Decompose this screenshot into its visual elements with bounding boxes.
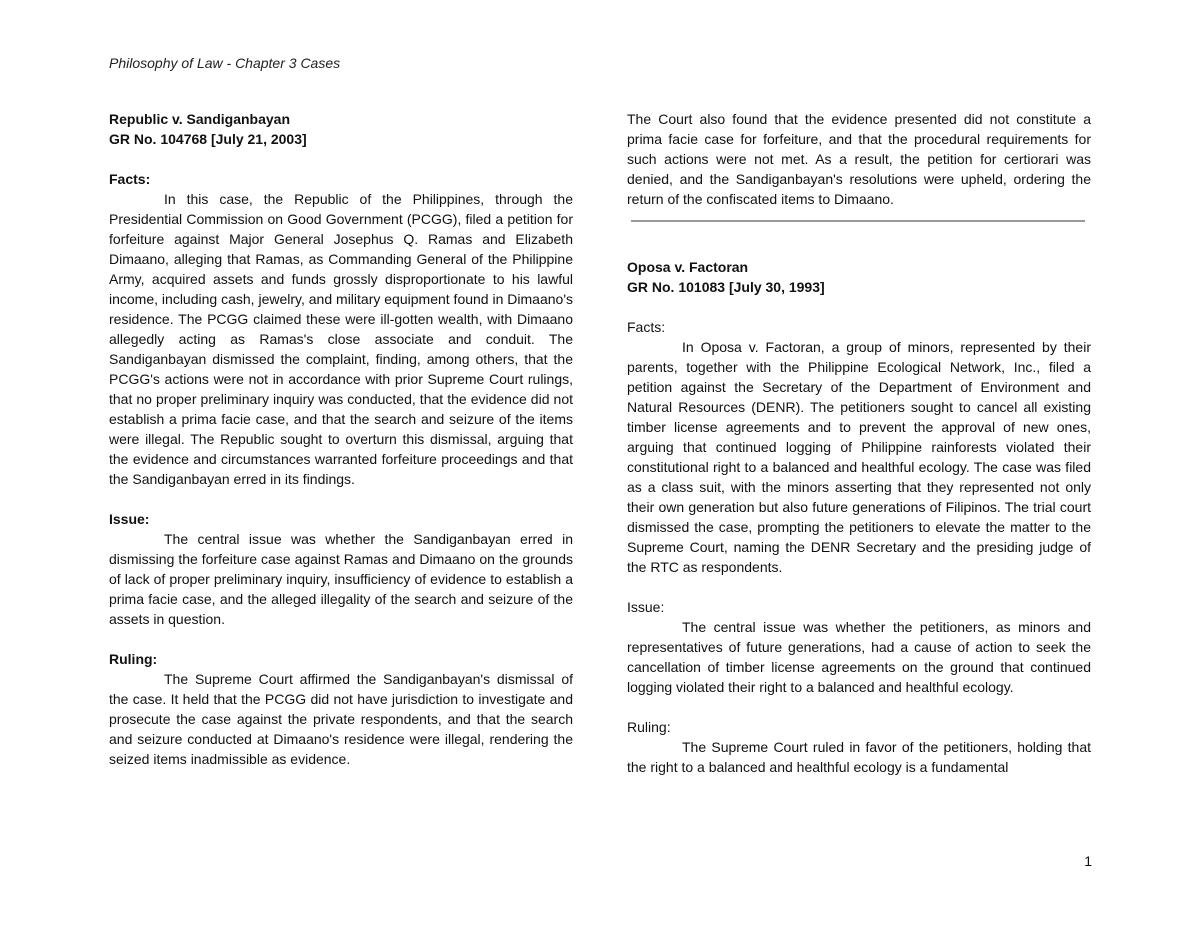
left-column [109, 109, 573, 769]
facts-label: Facts: [109, 171, 151, 187]
ruling-label: Ruling: [109, 651, 158, 667]
issue-paragraph: The central issue was whether the Sandiganbayan erred in dismissing the forfeiture case against Ramas and Dimaano on the grounds of lack of proper preliminary inquiry, insufficiency of evidence to establish a prima facie case, and the alleged illegality of the search and seizure of the assets in question. [109, 531, 573, 627]
issue-label: Issue: [627, 599, 665, 615]
case-title: Republic v. Sandiganbayan [109, 111, 291, 127]
facts-label: Facts: [627, 319, 666, 335]
facts-paragraph: In this case, the Republic of the Philippines, through the Presidential Commission on Good Government (PCGG), filed a petition for forfeiture against Major General Josephus Q. Ramas and Elizabeth Dimaano, alleging that Ramas, as Commanding General of the Philippine Army, acquired assets and funds grossly disproportionate to his lawful income, including cash, jewelry, and military equipment found in Dimaano's residence. The PCGG claimed these were ill-gotten wealth, with Dimaano allegedly acting as Ramas's close associate and conduit. The Sandiganbayan dismissed the complaint, finding, among others, that the PCGG's actions were not in accordance with prior Supreme Court rulings, that no proper preliminary inquiry was conducted, that the evidence did not establish a prima facie case, and that the search and seizure of the items were illegal. The Republic sought to overturn this dismissal, arguing that the evidence and circumstances warranted forfeiture proceedings and that the Sandiganbayan erred in its findings. [109, 191, 573, 487]
ruling-paragraph: The Supreme Court ruled in favor of the petitioners, holding that the right to a balanced and healthful ecology is a fundamental [627, 739, 1091, 775]
ruling-continuation-paragraph: The Court also found that the evidence presented did not constitute a prima facie case for forfeiture, and that the procedural requirements for such actions were not met. As a result, the petition for certiorari was denied, and the Sandiganbayan's resolutions were upheld, ordering the return of the confiscated items to Dimaano. [627, 111, 1091, 207]
ruling-paragraph: The Supreme Court affirmed the Sandiganbayan's dismissal of the case. It held that the PCGG did not have jurisdiction to investigate and prosecute the case against the private respondents, and that the search and seizure conducted at Dimaano's residence were illegal, rendering the seized items inadmissible as evidence. [109, 671, 573, 767]
case-gr-number: GR No. 101083 [July 30, 1993] [627, 279, 825, 295]
case-title: Oposa v. Factoran [627, 259, 749, 275]
case-gr-number: GR No. 104768 [July 21, 2003] [109, 131, 307, 147]
right-column [627, 109, 1091, 777]
page-number: 1 [1084, 853, 1092, 869]
page-header: Philosophy of Law - Chapter 3 Cases [109, 55, 341, 71]
issue-paragraph: The central issue was whether the petitioners, as minors and representatives of future generations, had a cause of action to seek the cancellation of timber license agreements on the ground that continued logging violated their right to a balanced and healthful ecology. [627, 619, 1091, 695]
ruling-label: Ruling: [627, 719, 671, 735]
issue-label: Issue: [109, 511, 150, 527]
facts-paragraph: In Oposa v. Factoran, a group of minors, represented by their parents, together with the Philippine Ecological Network, Inc., filed a petition against the Secretary of the Department of Environment and Natural Resources (DENR). The petitioners sought to cancel all existing timber license agreements and to prevent the approval of new ones, arguing that continued logging of Philippine rainforests violated their constitutional right to a balanced and healthful ecology. The case was filed as a class suit, with the minors asserting that they represented not only their own generation but also future generations of Filipinos. The trial court dismissed the case, prompting the petitioners to elevate the matter to the Supreme Court, naming the DENR Secretary and the presiding judge of the RTC as respondents. [627, 339, 1091, 575]
